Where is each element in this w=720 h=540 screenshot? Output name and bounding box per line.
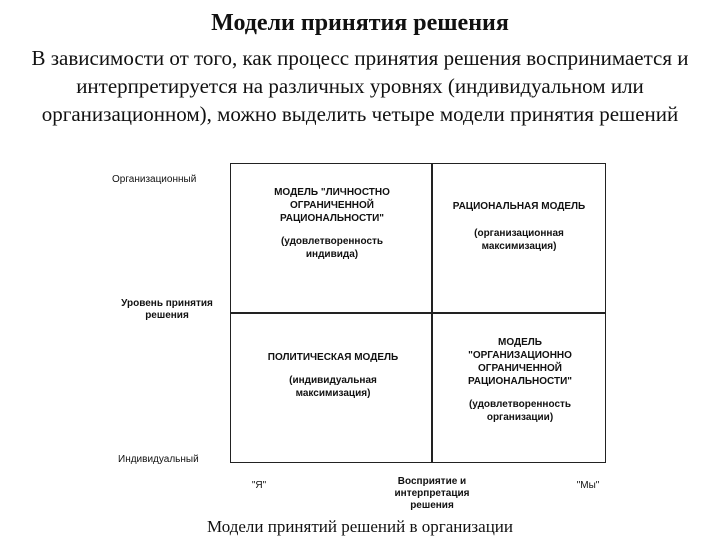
cell-top-right-sub: (организационная максимизация) bbox=[474, 228, 564, 252]
x-axis-right-label: "Мы" bbox=[576, 480, 600, 491]
x-axis-title: Восприятие и интерпретация решения bbox=[394, 476, 470, 511]
grid-horizontal-divider bbox=[230, 312, 606, 314]
y-axis-title: Уровень принятия решения bbox=[121, 298, 213, 321]
intro-text: В зависимости от того, как процесс принятия решения воспринимается и интерпретируется на различных уровнях (индивидуальном или организационном), можно выделить четыре модели принятия решений bbox=[31, 46, 689, 126]
cell-bottom-right-name: МОДЕЛЬ "ОРГАНИЗАЦИОННО ОГРАНИЧЕННОЙ РАЦИОНАЛЬНОСТИ" bbox=[467, 337, 573, 387]
cell-top-right bbox=[440, 200, 598, 253]
x-axis-left-label: "Я" bbox=[251, 480, 267, 491]
cell-bottom-left-sub: (индивидуальная максимизация) bbox=[289, 375, 377, 399]
y-axis-top-label: Организационный bbox=[112, 174, 197, 185]
cell-top-right-name: РАЦИОНАЛЬНАЯ МОДЕЛЬ bbox=[452, 201, 586, 212]
figure-caption: Модели принятий решений в организации bbox=[207, 517, 513, 536]
cell-bottom-right-sub: (удовлетворенность организации) bbox=[468, 399, 572, 423]
cell-top-left bbox=[262, 186, 402, 261]
cell-bottom-right bbox=[452, 336, 588, 424]
cell-top-left-name: МОДЕЛЬ "ЛИЧНОСТНО ОГРАНИЧЕННОЙ РАЦИОНАЛЬНОСТИ" bbox=[274, 187, 390, 224]
page-title: Модели принятия решения bbox=[211, 10, 509, 36]
cell-bottom-left bbox=[258, 351, 408, 400]
y-axis-bottom-label: Индивидуальный bbox=[118, 454, 199, 465]
cell-bottom-left-name: ПОЛИТИЧЕСКАЯ МОДЕЛЬ bbox=[267, 352, 399, 363]
cell-top-left-sub: (удовлетворенность индивида) bbox=[280, 236, 384, 260]
